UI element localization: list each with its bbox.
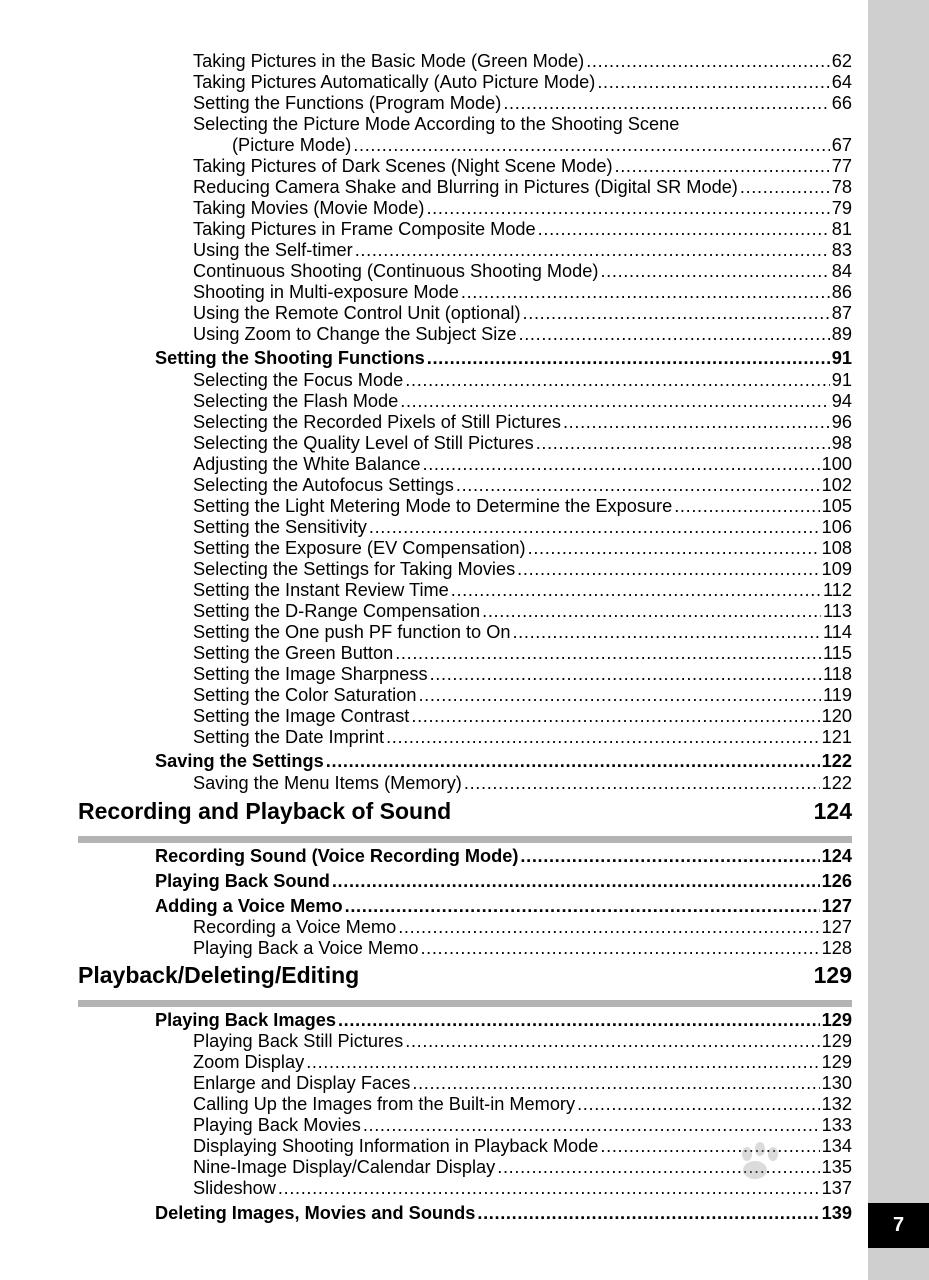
toc-entry[interactable]: Selecting the Autofocus Settings . . . 102 [193, 475, 852, 496]
toc-section[interactable]: Deleting Images, Movies and Sounds . . . 139 [155, 1203, 852, 1224]
watermark-logo [655, 1140, 875, 1250]
toc-section[interactable]: Recording Sound (Voice Recording Mode) . . . 124 [155, 846, 852, 867]
toc-entry[interactable]: Slideshow . . . 137 [193, 1178, 852, 1199]
toc-entry[interactable]: Setting the Image Sharpness . . . 118 [193, 664, 852, 685]
toc-entry[interactable]: Recording a Voice Memo . . . 127 [193, 917, 852, 938]
toc-entry[interactable]: Setting the Functions (Program Mode) . . . 66 [193, 93, 852, 114]
toc-entry[interactable]: Setting the Light Metering Mode to Determine the Exposure . . . 105 [193, 496, 852, 517]
toc-section[interactable]: Playing Back Sound . . . 126 [155, 871, 852, 892]
toc-entry[interactable]: Selecting the Settings for Taking Movies . . . 109 [193, 559, 852, 580]
toc-entry[interactable]: Setting the Sensitivity . . . 106 [193, 517, 852, 538]
side-tab [868, 0, 929, 1280]
toc-entry[interactable]: Taking Pictures in Frame Composite Mode . . . 81 [193, 219, 852, 240]
toc-entry[interactable]: Taking Pictures in the Basic Mode (Green Mode) . . . 62 [193, 51, 852, 72]
toc-entry[interactable]: Setting the One push PF function to On . . . 114 [193, 622, 852, 643]
toc-entry[interactable]: Calling Up the Images from the Built-in Memory . . . 132 [193, 1094, 852, 1115]
toc-entry[interactable]: Setting the Image Contrast . . . 120 [193, 706, 852, 727]
toc-entry[interactable]: Displaying Shooting Information in Playback Mode . . . 134 [193, 1136, 852, 1157]
toc-entry[interactable]: Enlarge and Display Faces . . . 130 [193, 1073, 852, 1094]
toc-entry[interactable]: Setting the Green Button . . . 115 [193, 643, 852, 664]
toc-entry[interactable]: Taking Movies (Movie Mode) . . . 79 [193, 198, 852, 219]
toc-entry[interactable]: Setting the Date Imprint . . . 121 [193, 727, 852, 748]
toc-section[interactable]: Saving the Settings . . . 122 [155, 751, 852, 772]
toc-entry[interactable]: Saving the Menu Items (Memory) . . . 122 [193, 773, 852, 794]
toc-entry[interactable]: Setting the Instant Review Time . . . 112 [193, 580, 852, 601]
toc-entry[interactable]: (Picture Mode) . . . 67 [232, 135, 852, 156]
toc-entry[interactable]: Setting the Exposure (EV Compensation) . . . 108 [193, 538, 852, 559]
toc-entry[interactable]: Selecting the Focus Mode . . . 91 [193, 370, 852, 391]
toc-entry[interactable]: Using Zoom to Change the Subject Size . . . 89 [193, 324, 852, 345]
toc-entry[interactable]: Using the Remote Control Unit (optional) . . . 87 [193, 303, 852, 324]
chapter-divider [78, 1000, 852, 1007]
toc-entry[interactable]: Playing Back Still Pictures . . . 129 [193, 1031, 852, 1052]
toc-section[interactable]: Adding a Voice Memo . . . 127 [155, 896, 852, 917]
toc-entry[interactable]: Setting the Color Saturation . . . 119 [193, 685, 852, 706]
toc-entry[interactable]: Reducing Camera Shake and Blurring in Pictures (Digital SR Mode) . . . 78 [193, 177, 852, 198]
toc-entry[interactable]: Playing Back a Voice Memo . . . 128 [193, 938, 852, 959]
toc-entry[interactable]: Adjusting the White Balance . . . 100 [193, 454, 852, 475]
toc-section[interactable]: Setting the Shooting Functions . . . 91 [155, 348, 852, 369]
toc-entry[interactable]: Zoom Display . . . 129 [193, 1052, 852, 1073]
chapter-heading[interactable]: Recording and Playback of Sound 124 [78, 798, 852, 824]
toc-entry[interactable]: Nine-Image Display/Calendar Display . . . 135 [193, 1157, 852, 1178]
toc-entry[interactable]: Continuous Shooting (Continuous Shooting Mode) . . . 84 [193, 261, 852, 282]
toc-entry[interactable]: Playing Back Movies . . . 133 [193, 1115, 852, 1136]
chapter-heading[interactable]: Playback/Deleting/Editing 129 [78, 962, 852, 988]
toc-entry[interactable]: Taking Pictures Automatically (Auto Picture Mode) . . . 64 [193, 72, 852, 93]
chapter-divider [78, 836, 852, 843]
toc-entry[interactable]: Taking Pictures of Dark Scenes (Night Scene Mode) . . . 77 [193, 156, 852, 177]
toc-entry[interactable]: Selecting the Recorded Pixels of Still Pictures . . . 96 [193, 412, 852, 433]
toc-entry[interactable]: Selecting the Flash Mode . . . 94 [193, 391, 852, 412]
toc-entry-wrapped-line[interactable]: Selecting the Picture Mode According to the Shooting Scene [193, 114, 680, 134]
toc-entry[interactable]: Shooting in Multi-exposure Mode . . . 86 [193, 282, 852, 303]
toc-entry[interactable]: Using the Self-timer . . . 83 [193, 240, 852, 261]
toc-entry[interactable]: Setting the D-Range Compensation . . . 113 [193, 601, 852, 622]
toc-section[interactable]: Playing Back Images . . . 129 [155, 1010, 852, 1031]
toc-entry[interactable]: Selecting the Quality Level of Still Pictures . . . 98 [193, 433, 852, 454]
page-number: 7 [868, 1203, 929, 1248]
